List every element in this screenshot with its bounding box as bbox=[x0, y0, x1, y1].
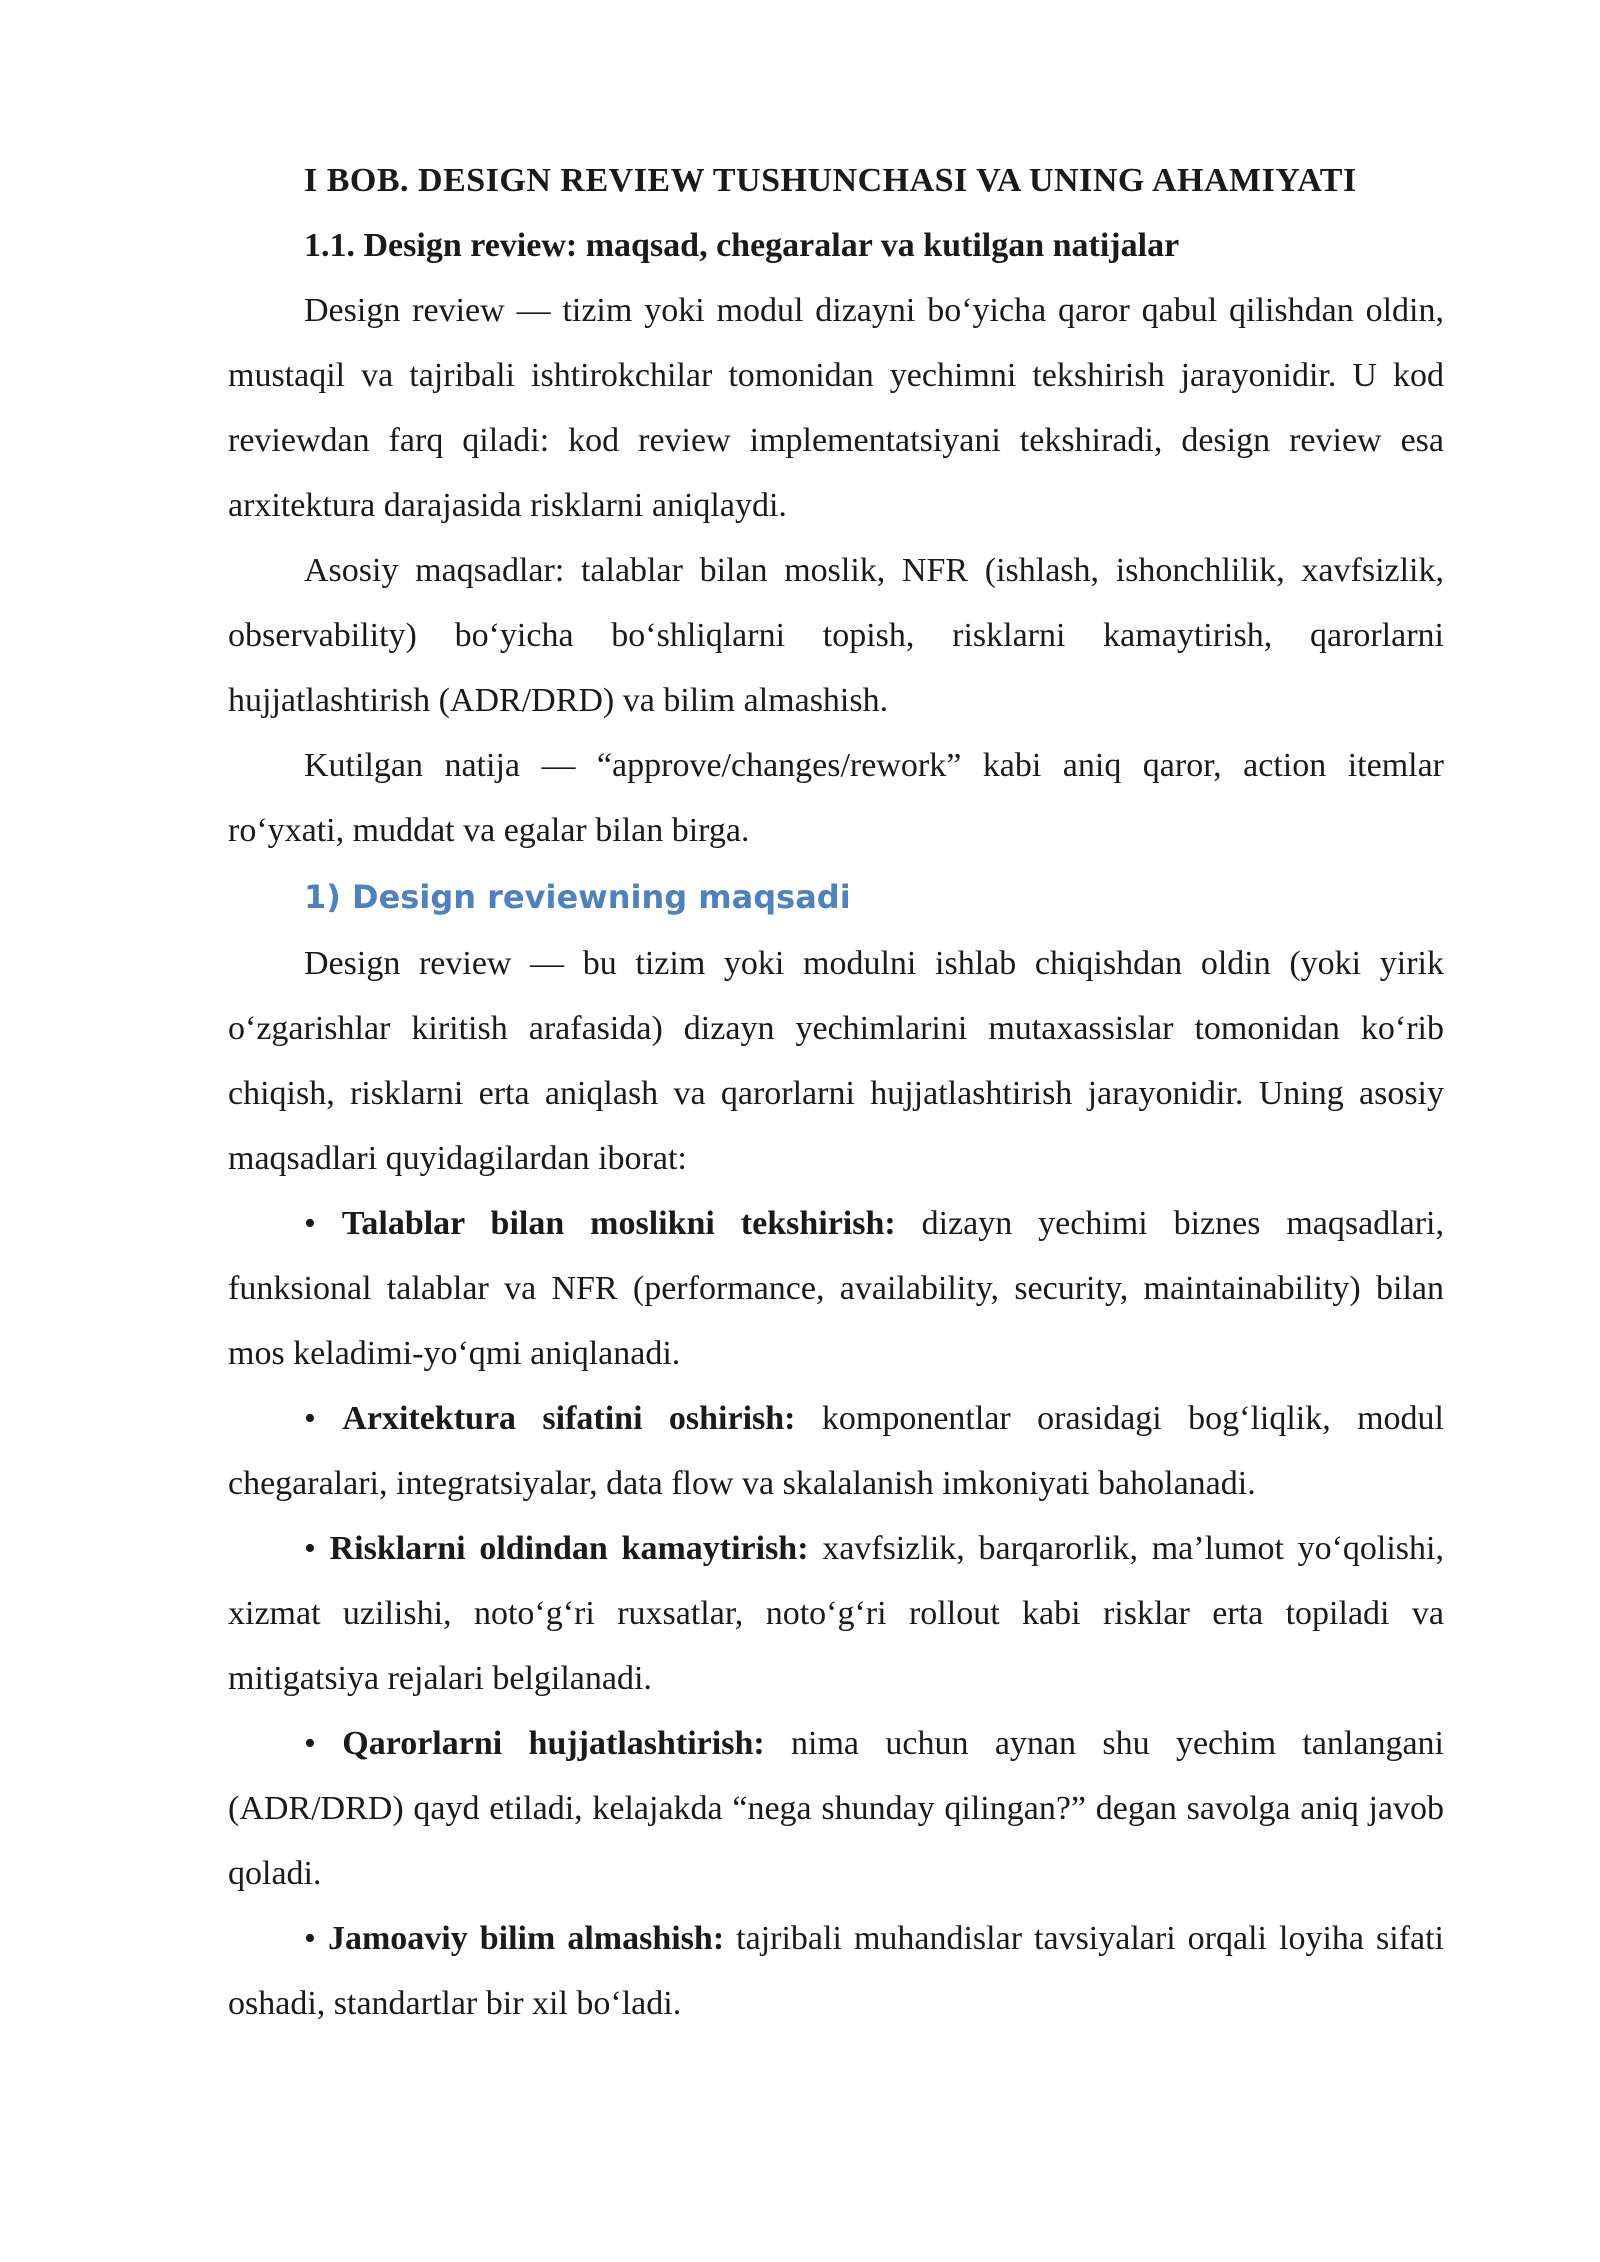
bullet-symbol: • bbox=[304, 1725, 316, 1762]
bullet-text: nima uchun aynan shu yechim tanlangani (ADR/DRD) qayd etiladi, kelajakda “nega shunday qilingan?” degan savolga aniq javob qoladi. bbox=[228, 1725, 1444, 1892]
paragraph-goals: Asosiy maqsadlar: talablar bilan moslik, NFR (ishlash, ishonchlilik, xavfsizlik, observability) bo‘yicha bo‘shliqlarni topish, risklarni kamaytirish, qarorlarni hujjatlashtirish (ADR/DRD) va bilim almashish. bbox=[228, 552, 1444, 719]
bullet-text: tajribali muhandislar tavsiyalari orqali loyiha sifati oshadi, standartlar bir xil bo‘ladi. bbox=[228, 1920, 1444, 2022]
subheading-purpose: 1) Design reviewning maqsadi bbox=[304, 878, 851, 916]
document-page bbox=[228, 148, 1444, 2036]
paragraph-definition: Design review — tizim yoki modul dizayni bo‘yicha qaror qabul qilishdan oldin, mustaqil va tajribali ishtirokchilar tomonidan yechimni tekshirish jarayonidir. U kod reviewdan farq qiladi: kod review implementatsiyani tekshiradi, design review esa arxitektura darajasida risklarni aniqlaydi. bbox=[228, 292, 1444, 524]
bullet-term: Jamoaviy bilim almashish: bbox=[327, 1920, 725, 1957]
bullet-text: xavfsizlik, barqarorlik, ma’lumot yo‘qolishi, xizmat uzilishi, noto‘g‘ri ruxsatlar, noto‘g‘ri rollout kabi risklar erta topiladi va mitigatsiya rejalari belgilanadi. bbox=[228, 1530, 1444, 1697]
bullet-term: Risklarni oldindan kamaytirish: bbox=[329, 1530, 809, 1567]
bullet-term: Arxitektura sifatini oshirish: bbox=[342, 1400, 796, 1437]
bullet-symbol: • bbox=[304, 1530, 316, 1567]
bullet-item bbox=[228, 1711, 1444, 1906]
bullet-symbol: • bbox=[304, 1920, 316, 1957]
paragraph-intro: Design review — bu tizim yoki modulni ishlab chiqishdan oldin (yoki yirik o‘zgarishlar kiritish arafasida) dizayn yechimlarini mutaxassislar tomonidan ko‘rib chiqish, risklarni erta aniqlash va qarorlarni hujjatlashtirish jarayonidir. Uning asosiy maqsadlari quyidagilardan iborat: bbox=[228, 945, 1444, 1177]
bullet-item bbox=[228, 1516, 1444, 1711]
bullet-item bbox=[228, 1386, 1444, 1516]
bullet-symbol: • bbox=[304, 1400, 316, 1437]
bullet-item bbox=[228, 1906, 1444, 2036]
section-title: 1.1. Design review: maqsad, chegaralar va kutilgan natijalar bbox=[304, 227, 1180, 264]
paragraph-outcome: Kutilgan natija — “approve/changes/rework” kabi aniq qaror, action itemlar ro‘yxati, muddat va egalar bilan birga. bbox=[228, 747, 1444, 849]
chapter-title: I BOB. DESIGN REVIEW TUSHUNCHASI VA UNING AHAMIYATI bbox=[304, 162, 1357, 199]
bullet-term: Qarorlarni hujjatlashtirish: bbox=[342, 1725, 765, 1762]
bullet-text: dizayn yechimi biznes maqsadlari, funksional talablar va NFR (performance, availability, security, maintainability) bilan mos keladimi-yo‘qmi aniqlanadi. bbox=[228, 1205, 1444, 1372]
bullet-text: komponentlar orasidagi bog‘liqlik, modul chegaralari, integratsiyalar, data flow va skalalanish imkoniyati baholanadi. bbox=[228, 1400, 1445, 1502]
bullet-term: Talablar bilan moslikni tekshirish: bbox=[341, 1205, 896, 1242]
bullet-symbol: • bbox=[304, 1205, 316, 1242]
bullet-item bbox=[228, 1191, 1444, 1386]
